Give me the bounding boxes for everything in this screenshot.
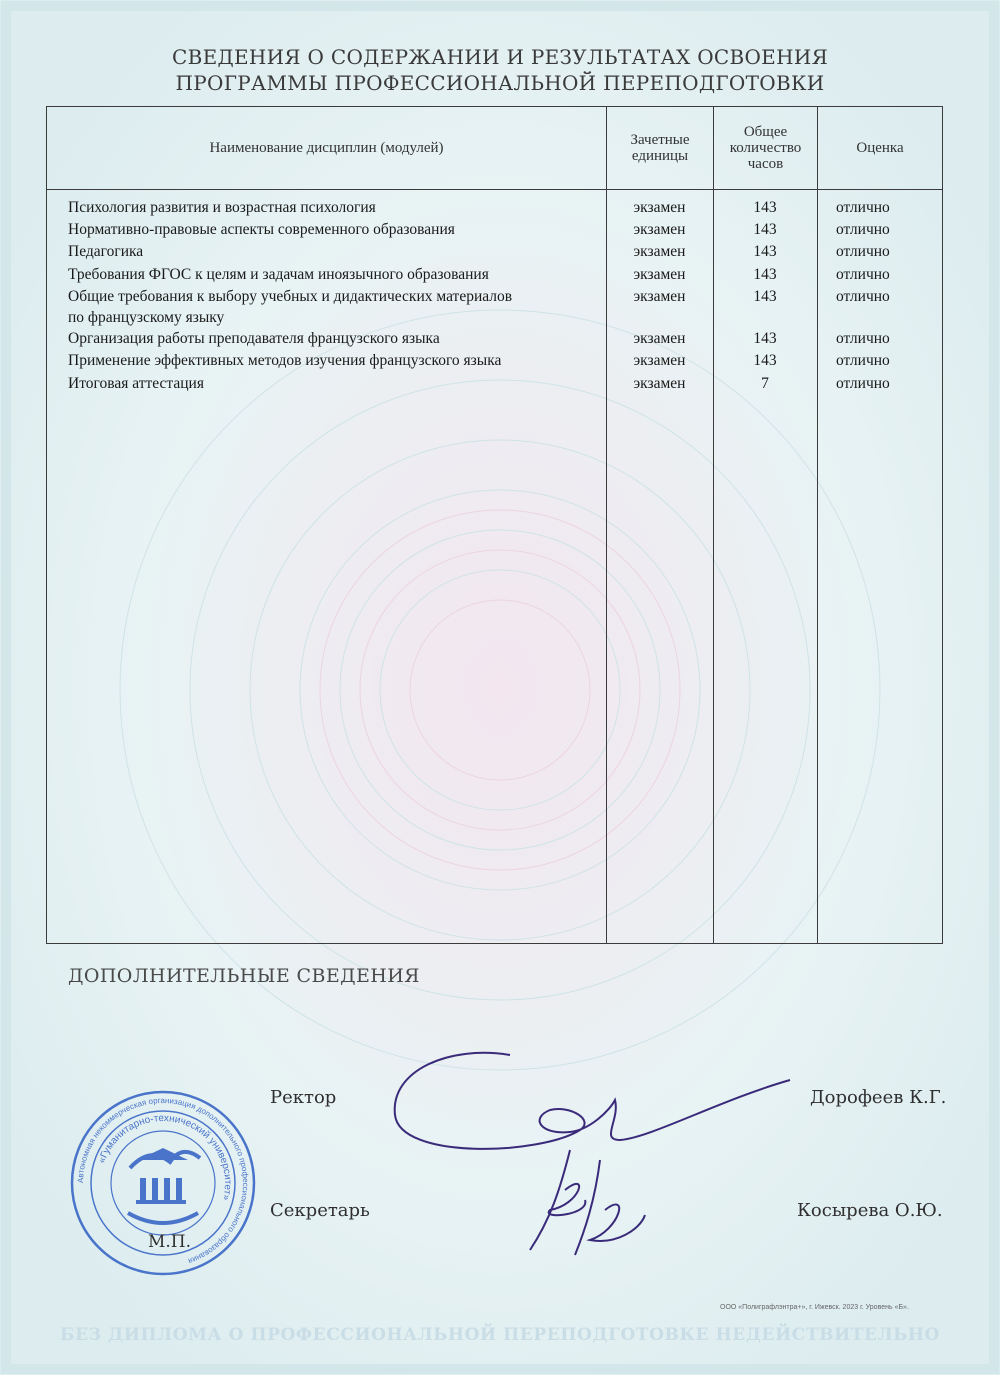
validity-notice: БЕЗ ДИПЛОМА О ПРОФЕССИОНАЛЬНОЙ ПЕРЕПОДГОТОВКЕ НЕДЕЙСТВИТЕЛЬНО [60, 1325, 940, 1345]
grade: отлично [836, 288, 890, 305]
total-hours: 143 [753, 288, 777, 305]
total-hours: 143 [753, 199, 777, 216]
header-credit-units [607, 106, 713, 189]
discipline-name: Педагогика [68, 243, 144, 260]
header-total-hours [714, 106, 817, 189]
secretary-name: Косырева О.Ю. [797, 1200, 943, 1221]
total-hours: 143 [753, 243, 777, 260]
document-title [0, 44, 1000, 96]
discipline-name: Нормативно-правовые аспекты современного образования [68, 221, 455, 238]
discipline-name: Организация работы преподавателя французского языка [68, 330, 440, 347]
credit-units: экзамен [633, 266, 686, 283]
rector-label: Ректор [270, 1087, 337, 1108]
header-total-hours-text: Общее количество часов [729, 123, 802, 172]
total-hours: 143 [753, 221, 777, 238]
grade: отлично [836, 375, 890, 392]
seal-inner-text: «Гуманитарно-технический университет» [96, 1112, 234, 1202]
grade: отлично [836, 266, 890, 283]
credit-units: экзамен [633, 199, 686, 216]
seal-outer-text: Автономная некоммерческая организация дополнительного профессионального образования [75, 1095, 251, 1266]
header-discipline-name: Наименование дисциплин (модулей) [209, 139, 444, 156]
grade: отлично [836, 352, 890, 369]
discipline-name: по французскому языку [68, 309, 225, 326]
signatures-handwriting [390, 1040, 810, 1270]
seal-place-label: М.П. [148, 1232, 192, 1252]
discipline-name: Применение эффективных методов изучения французского языка [68, 352, 502, 369]
rector-signature [395, 1053, 790, 1149]
total-hours: 143 [753, 352, 777, 369]
credit-units: экзамен [633, 288, 686, 305]
credit-units: экзамен [633, 330, 686, 347]
total-hours: 7 [761, 375, 769, 392]
printer-footnote: ООО «Полиграфлэнтра+», г. Ижевск. 2023 г. Уровень «Б». [720, 1304, 909, 1311]
rector-name: Дорофеев К.Г. [810, 1087, 947, 1108]
discipline-name: Общие требования к выбору учебных и дидактических материалов [68, 288, 513, 305]
title-line-2: ПРОГРАММЫ ПРОФЕССИОНАЛЬНОЙ ПЕРЕПОДГОТОВКИ [175, 71, 825, 95]
secretary-label: Секретарь [270, 1200, 370, 1221]
credit-units: экзамен [633, 243, 686, 260]
secretary-signature [530, 1150, 645, 1255]
grade: отлично [836, 199, 890, 216]
total-hours: 143 [753, 266, 777, 283]
table-header-divider [46, 189, 943, 190]
grade: отлично [836, 221, 890, 238]
header-grade: Оценка [856, 139, 904, 156]
credit-units: экзамен [633, 352, 686, 369]
additional-info-heading: ДОПОЛНИТЕЛЬНЫЕ СВЕДЕНИЯ [68, 965, 420, 987]
discipline-name: Психология развития и возрастная психология [68, 199, 376, 216]
total-hours: 143 [753, 330, 777, 347]
header-credit-units-text: Зачетные единицы [630, 131, 690, 164]
column-divider [817, 106, 818, 944]
discipline-name: Требования ФГОС к целям и задачам иноязычного образования [68, 266, 489, 283]
title-line-1: СВЕДЕНИЯ О СОДЕРЖАНИИ И РЕЗУЛЬТАТАХ ОСВОЕНИЯ [171, 45, 829, 69]
credit-units: экзамен [633, 375, 686, 392]
grade: отлично [836, 243, 890, 260]
grade: отлично [836, 330, 890, 347]
discipline-name: Итоговая аттестация [68, 375, 204, 392]
credit-units: экзамен [633, 221, 686, 238]
